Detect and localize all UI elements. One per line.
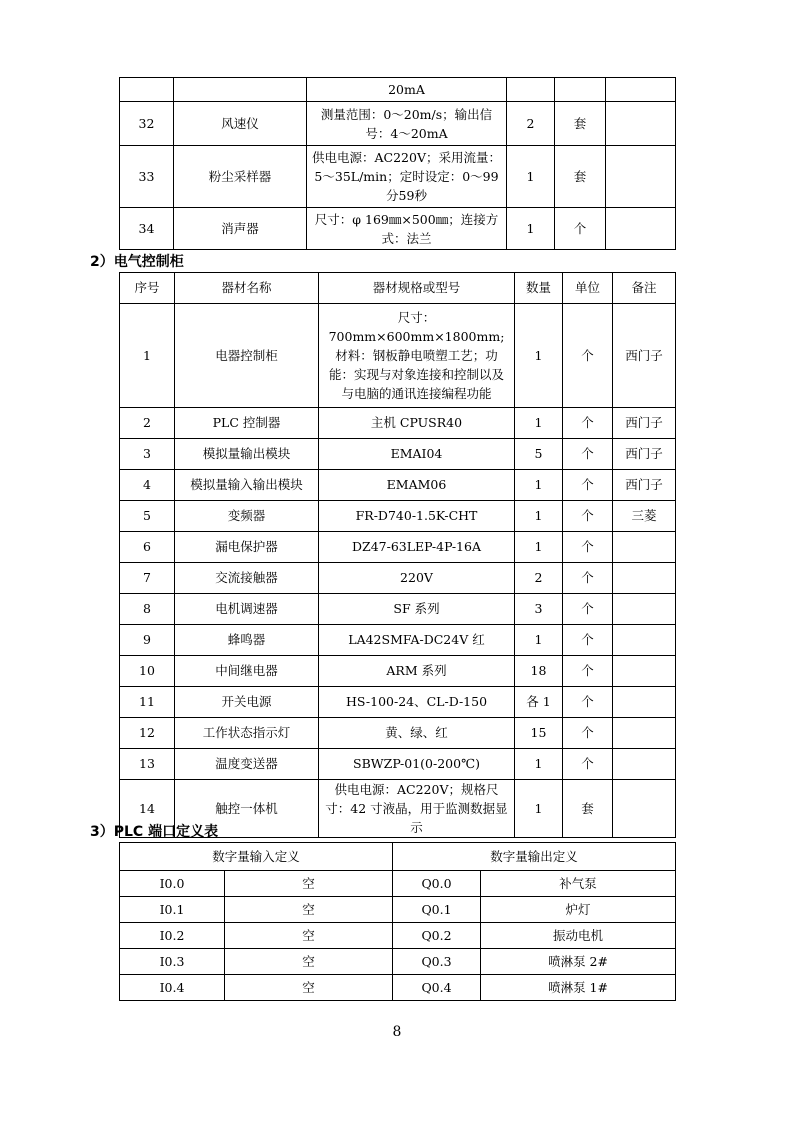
cell-name: 工作状态指示灯 [175,718,319,749]
cell-spec: 20mA [307,78,507,102]
cell-spec: 尺寸：700mm×600mm×1800mm;材料：钢板静电喷塑工艺；功能：实现与对象连接和控制以及与电脑的通讯连接编程功能 [319,304,515,408]
cell-spec: EMAM06 [319,470,515,501]
cell-qty: 1 [515,501,563,532]
cell-note [613,532,676,563]
section-heading-plc-ports: 3）PLC 端口定义表 [90,824,219,840]
cell-name: 模拟量输入输出模块 [175,470,319,501]
cell-name: 模拟量输出模块 [175,439,319,470]
cell-qty: 1 [515,780,563,838]
table-row [120,563,676,594]
cell-name: 触控一体机 [175,780,319,838]
cell-qty: 1 [515,749,563,780]
table-row [120,749,676,780]
cell-spec: EMAI04 [319,439,515,470]
cell-note [613,656,676,687]
page-number: 8 [392,1024,402,1040]
table-row [120,532,676,563]
cell-no: 10 [120,656,175,687]
cell-qty: 5 [515,439,563,470]
cell-qty: 18 [515,656,563,687]
cell-no: 33 [120,146,174,208]
cell-no: 1 [120,304,175,408]
cell-input-definition: 空 [225,975,393,1001]
cell-note: 西门子 [613,304,676,408]
table-row [120,975,676,1001]
cell-input-definition: 空 [225,949,393,975]
cell-name: 变频器 [175,501,319,532]
plc-port-table [119,842,676,1001]
cell-note [613,625,676,656]
cell-spec: 尺寸：φ 169㎜×500㎜；连接方式：法兰 [307,208,507,250]
cell-no [120,78,174,102]
cell-output-definition: 喷淋泵 2# [481,949,676,975]
cell-no: 32 [120,102,174,146]
table-row [120,304,676,408]
equipment-table-continued [119,77,676,250]
cell-no: 2 [120,408,175,439]
cell-spec: 供电电源：AC220V；规格尺寸：42 寸液晶，用于监测数据显示 [319,780,515,838]
cell-note: 西门子 [613,470,676,501]
cell-qty: 2 [507,102,555,146]
section-heading-electrical-cabinet: 2）电气控制柜 [90,254,184,270]
cell-qty: 1 [515,532,563,563]
cell-unit: 个 [563,439,613,470]
cell-qty [507,78,555,102]
cell-unit: 个 [555,208,606,250]
cell-name: 交流接触器 [175,563,319,594]
cell-note [613,718,676,749]
cell-note [613,687,676,718]
cell-unit: 套 [555,146,606,208]
cell-unit: 套 [555,102,606,146]
table-row [120,408,676,439]
cell-name: 电器控制柜 [175,304,319,408]
table-row [120,78,676,102]
cell-qty: 15 [515,718,563,749]
cell-spec: LA42SMFA-DC24V 红 [319,625,515,656]
header-name: 器材名称 [175,273,319,304]
cell-note [606,78,676,102]
cell-no: 9 [120,625,175,656]
table-row [120,501,676,532]
header-note: 备注 [613,273,676,304]
cell-spec: 供电电源：AC220V；采用流量：5～35L/min；定时设定：0～99分59秒 [307,146,507,208]
cell-no: 6 [120,532,175,563]
cell-input-address: I0.2 [120,923,225,949]
cell-spec: SF 系列 [319,594,515,625]
cell-spec: 220V [319,563,515,594]
header-digital-output: 数字量输出定义 [393,843,676,871]
cell-unit: 个 [563,687,613,718]
cell-unit: 个 [563,532,613,563]
cell-no: 34 [120,208,174,250]
cell-note: 西门子 [613,439,676,470]
cell-unit: 套 [563,780,613,838]
cell-note [613,563,676,594]
cell-input-definition: 空 [225,871,393,897]
table-row [120,871,676,897]
cell-note [606,102,676,146]
cell-qty: 1 [515,304,563,408]
cell-output-definition: 补气泵 [481,871,676,897]
cell-note: 三菱 [613,501,676,532]
cell-name [174,78,307,102]
table-row [120,470,676,501]
table-header-row [120,843,676,871]
cell-note [606,146,676,208]
table-row [120,687,676,718]
table-row [120,949,676,975]
cell-spec: 测量范围：0～20m/s；输出信号：4～20mA [307,102,507,146]
table-row [120,594,676,625]
cell-qty: 1 [507,146,555,208]
cell-name: 中间继电器 [175,656,319,687]
cell-qty: 1 [515,470,563,501]
cell-qty: 1 [515,408,563,439]
cell-unit: 个 [563,594,613,625]
cell-name: 温度变送器 [175,749,319,780]
cell-input-address: I0.4 [120,975,225,1001]
cell-spec: FR-D740-1.5K-CHT [319,501,515,532]
cell-name: PLC 控制器 [175,408,319,439]
cell-qty: 各 1 [515,687,563,718]
cell-no: 8 [120,594,175,625]
cell-no: 11 [120,687,175,718]
cell-note: 西门子 [613,408,676,439]
cell-output-address: Q0.0 [393,871,481,897]
cell-no: 13 [120,749,175,780]
cell-note [606,208,676,250]
table-header-row [120,273,676,304]
table-row [120,146,676,208]
cell-spec: 主机 CPUSR40 [319,408,515,439]
table-row [120,718,676,749]
cell-output-definition: 喷淋泵 1# [481,975,676,1001]
cell-name: 开关电源 [175,687,319,718]
cell-qty: 1 [515,625,563,656]
cell-input-address: I0.3 [120,949,225,975]
table-row [120,923,676,949]
cell-unit: 个 [563,656,613,687]
cell-output-address: Q0.2 [393,923,481,949]
cell-unit: 个 [563,718,613,749]
cell-output-address: Q0.1 [393,897,481,923]
cell-output-address: Q0.4 [393,975,481,1001]
header-no: 序号 [120,273,175,304]
table-row [120,656,676,687]
cell-unit: 个 [563,625,613,656]
header-digital-input: 数字量输入定义 [120,843,393,871]
cell-qty: 2 [515,563,563,594]
cell-unit: 个 [563,749,613,780]
cell-unit [555,78,606,102]
cell-spec: DZ47-63LEP-4P-16A [319,532,515,563]
cell-unit: 个 [563,470,613,501]
cell-no: 14 [120,780,175,838]
cell-spec: HS-100-24、CL-D-150 [319,687,515,718]
table-row [120,625,676,656]
cell-unit: 个 [563,563,613,594]
cell-no: 5 [120,501,175,532]
cell-note [613,780,676,838]
header-spec: 器材规格或型号 [319,273,515,304]
table-row [120,208,676,250]
cell-name: 粉尘采样器 [174,146,307,208]
cell-note [613,749,676,780]
cell-name: 漏电保护器 [175,532,319,563]
cell-qty: 3 [515,594,563,625]
cell-no: 12 [120,718,175,749]
cell-output-address: Q0.3 [393,949,481,975]
cell-input-address: I0.0 [120,871,225,897]
cell-output-definition: 炉灯 [481,897,676,923]
cell-unit: 个 [563,408,613,439]
cell-spec: 黄、绿、红 [319,718,515,749]
cell-spec: SBWZP-01(0-200℃) [319,749,515,780]
cell-no: 4 [120,470,175,501]
cell-input-definition: 空 [225,923,393,949]
electrical-cabinet-table [119,272,676,838]
header-unit: 单位 [563,273,613,304]
cell-name: 电机调速器 [175,594,319,625]
cell-spec: ARM 系列 [319,656,515,687]
cell-unit: 个 [563,501,613,532]
cell-name: 蜂鸣器 [175,625,319,656]
cell-unit: 个 [563,304,613,408]
table-row [120,102,676,146]
cell-output-definition: 振动电机 [481,923,676,949]
cell-input-address: I0.1 [120,897,225,923]
cell-name: 消声器 [174,208,307,250]
cell-name: 风速仪 [174,102,307,146]
table-row [120,439,676,470]
cell-input-definition: 空 [225,897,393,923]
cell-note [613,594,676,625]
header-qty: 数量 [515,273,563,304]
cell-no: 3 [120,439,175,470]
table-row [120,897,676,923]
cell-no: 7 [120,563,175,594]
cell-qty: 1 [507,208,555,250]
